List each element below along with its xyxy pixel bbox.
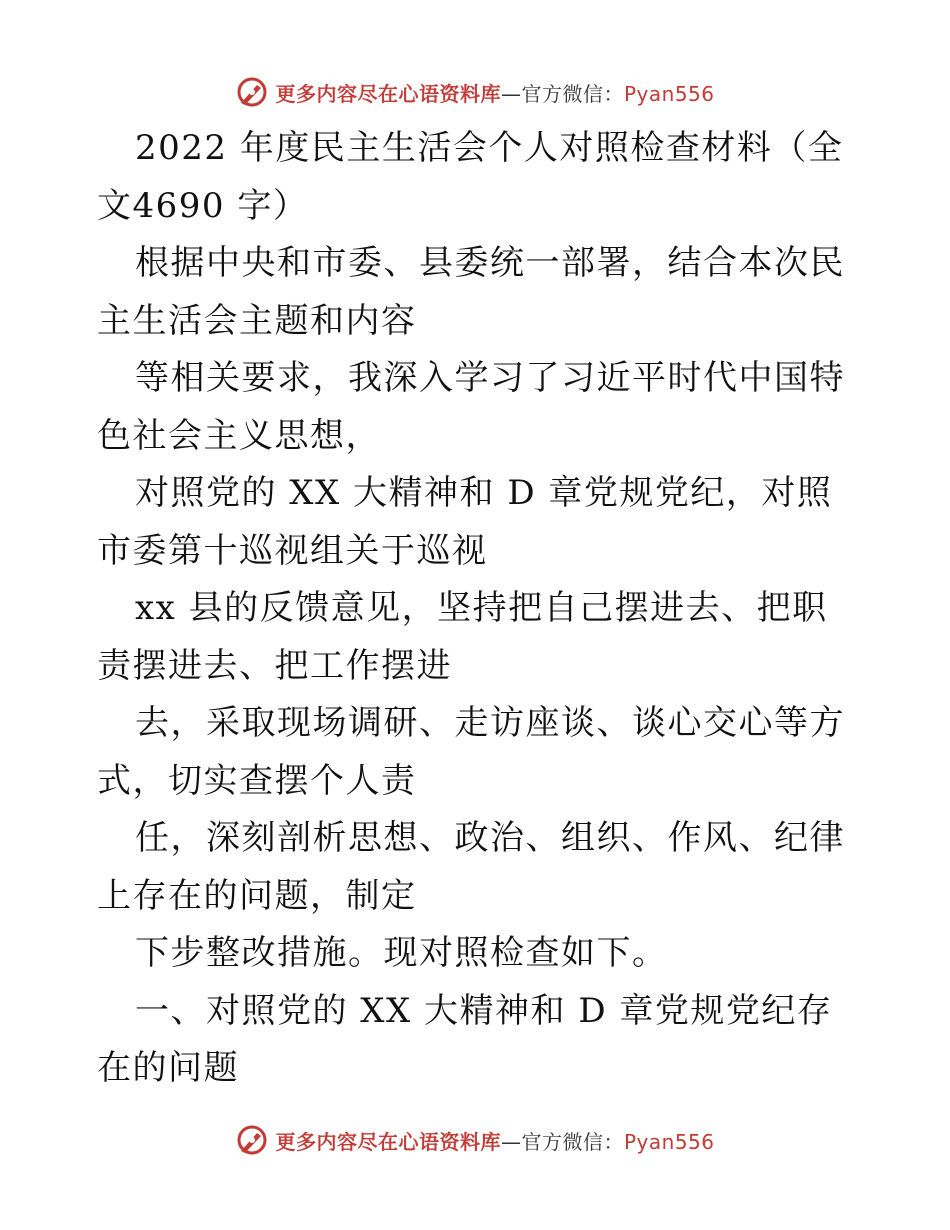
watermark-text [275,1126,714,1155]
watermark-text [275,78,714,107]
watermark-wechat-label: 官方微信： [521,1129,624,1154]
pen-logo-icon [235,75,269,109]
pen-logo-icon [235,1123,269,1157]
paragraph: 去，采取现场调研、走访座谈、谈心交心等方式，切实查摆个人责 [97,703,845,801]
paragraph: 等相关要求，我深入学习了习近平时代中国特色社会主义思想， [97,358,845,456]
document-body [97,120,857,1098]
watermark-wechat-id: Pyan556 [623,81,715,106]
section-heading: 一、对照党的 XX 大精神和 D 章党规党纪存在的问题 [97,990,833,1088]
paragraph: 下步整改措施。现对照检查如下。 [135,933,668,973]
watermark-wechat-label: 官方微信： [521,81,624,106]
paragraph: 对照党的 XX 大精神和 D 章党规党纪，对照市委第十巡视组关于巡视 [97,473,833,571]
watermark-wechat-id: Pyan556 [623,1129,715,1154]
watermark-dash: — [500,81,522,106]
watermark-footer [0,1120,950,1160]
paragraph: 任，深刻剖析思想、政治、组织、作风、纪律上存在的问题，制定 [97,818,845,916]
watermark-dash: — [500,1129,522,1154]
paragraph: xx 县的反馈意见，坚持把自己摆进去、把职责摆进去、把工作摆进 [97,588,828,686]
watermark-site: 更多内容尽在心语资料库 [275,1129,501,1154]
watermark-header [0,72,950,112]
watermark-site: 更多内容尽在心语资料库 [275,81,501,106]
document-title: 2022 年度民主生活会个人对照检查材料（全文4690 字） [97,128,844,226]
paragraph: 根据中央和市委、县委统一部署，结合本次民主生活会主题和内容 [97,243,845,341]
